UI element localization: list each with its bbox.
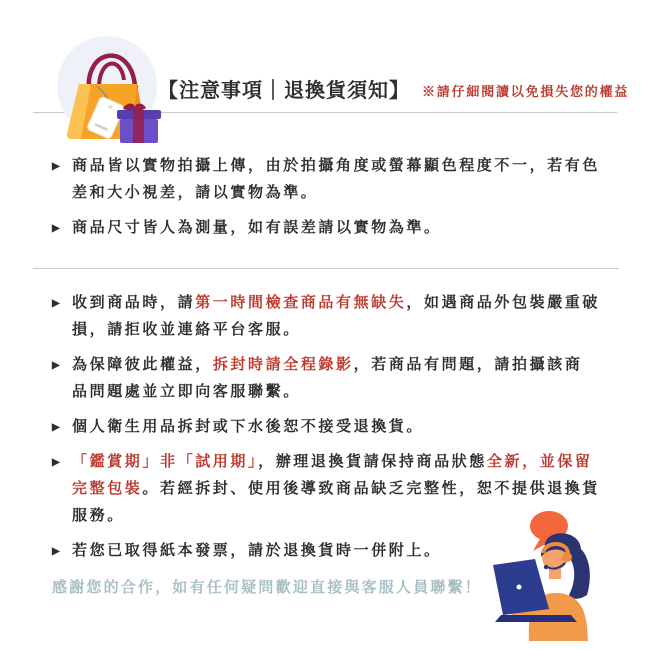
header-text (158, 74, 629, 103)
note-text: 商品尺寸皆人為測量，如有誤差請以實物為準。 (72, 219, 442, 236)
note-item (52, 413, 600, 440)
triangle-bullet-icon: ▶ (52, 223, 60, 234)
shopping-bag-icon (45, 30, 165, 148)
note-highlight-text: 拆封時請全程錄影 (212, 356, 354, 373)
note-text: 個人衛生用品拆封或下水後恕不接受退換貨。 (72, 418, 425, 435)
thank-you-message: 感謝您的合作，如有任何疑問歡迎直接與客服人員聯繫！ (52, 579, 483, 596)
note-highlight-text: 全新，並保留完整包裝 (72, 453, 593, 497)
customer-service-agent-illustration (483, 503, 648, 648)
note-text: 若您已取得紙本發票，請於退換貨時一併附上。 (72, 542, 442, 559)
triangle-bullet-icon: ▶ (52, 161, 60, 172)
note-text: 為保障彼此權益， (72, 356, 213, 373)
note-item (52, 214, 600, 241)
note-item (52, 152, 600, 206)
triangle-bullet-icon: ▶ (52, 422, 60, 433)
note-highlight-text: 「鑑賞期」非「試用期」 (72, 453, 259, 470)
note-text: 。若經拆封、使用後導致商品缺乏完整性，恕不提供退換貨服務。 (72, 480, 601, 524)
read-carefully-warning: ※請仔細閱讀以免損失您的權益 (422, 83, 630, 99)
note-item (52, 289, 600, 343)
customer-service-agent-icon (483, 503, 648, 648)
note-text: 商品皆以實物拍攝上傳，由於拍攝角度或螢幕顯色程度不一，若有色差和大小視差，請以實物為準。 (72, 157, 601, 201)
notice-content (0, 148, 650, 564)
triangle-bullet-icon: ▶ (52, 546, 60, 557)
note-text: ，如遇商品外包裝嚴重破損，請拒收並連絡平台客服。 (72, 294, 601, 338)
note-text: ，若商品有問題，請拍攝該商品問題處並立即向客服聯繫。 (72, 356, 583, 400)
notes-list-top (52, 152, 600, 241)
shopping-bag-illustration (45, 30, 165, 148)
header (0, 0, 650, 148)
note-text: 收到商品時，請 (72, 294, 196, 311)
note-item (52, 351, 600, 405)
triangle-bullet-icon: ▶ (52, 360, 60, 371)
triangle-bullet-icon: ▶ (52, 298, 60, 309)
page-title: 【注意事項｜退換貨須知】 (158, 80, 410, 102)
note-highlight-text: 第一時間檢查商品有無缺失 (195, 294, 407, 311)
note-text: ，辦理退換貨請保持商品狀態 (258, 453, 487, 470)
section-divider (33, 268, 619, 269)
triangle-bullet-icon: ▶ (52, 457, 60, 468)
